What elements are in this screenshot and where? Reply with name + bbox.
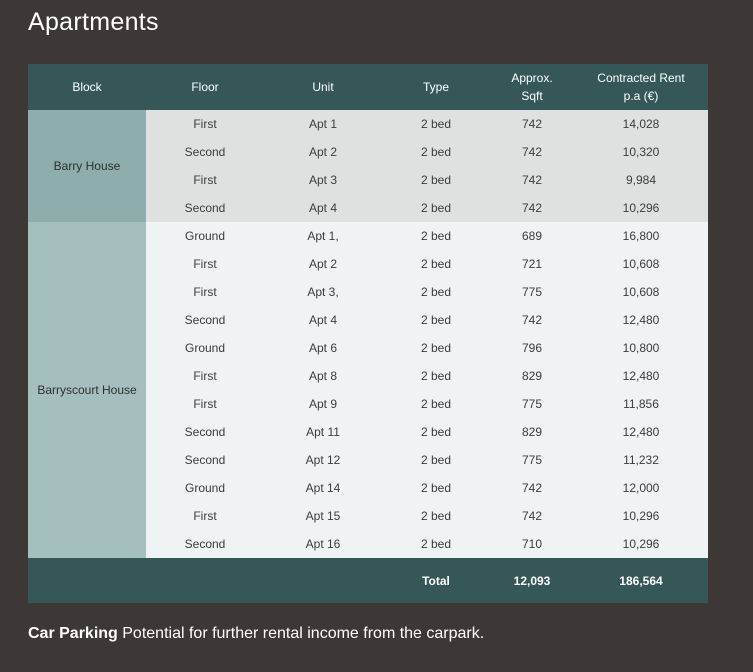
unit-cell: Apt 3 [264,166,382,194]
floor-cell: First [146,166,264,194]
type-cell: 2 bed [382,194,490,222]
rent-cell: 10,608 [574,278,708,306]
unit-cell: Apt 8 [264,362,382,390]
sqft-cell: 742 [490,110,574,138]
header-floor: Floor [191,80,219,94]
type-cell: 2 bed [382,390,490,418]
total-sqft: 12,093 [513,573,551,588]
car-parking-note [28,625,484,643]
apartments-table [28,64,708,603]
total-empty-cell [146,558,264,603]
floor-cell: First [146,362,264,390]
type-cell: 2 bed [382,334,490,362]
sqft-cell: 742 [490,474,574,502]
sqft-cell: 742 [490,306,574,334]
type-cell: 2 bed [382,278,490,306]
type-cell: 2 bed [382,362,490,390]
unit-cell: Apt 15 [264,502,382,530]
unit-cell: Apt 16 [264,530,382,558]
table-row [28,110,708,138]
header-sqft [490,64,574,110]
rent-cell: 11,856 [574,390,708,418]
header-rent-line1: Contracted Rent [597,71,685,85]
header-sqft-line2: Sqft [521,89,543,103]
unit-cell: Apt 12 [264,446,382,474]
floor-cell: Second [146,194,264,222]
rent-cell: 16,800 [574,222,708,250]
table-footer [28,558,708,603]
header-unit: Unit [312,80,334,94]
type-cell: 2 bed [382,110,490,138]
sqft-cell: 775 [490,278,574,306]
header-rent-line2: p.a (€) [623,89,659,103]
rent-cell: 12,480 [574,306,708,334]
rent-cell: 14,028 [574,110,708,138]
rent-cell: 10,320 [574,138,708,166]
car-parking-label: Car Parking [28,625,118,642]
table-body [28,110,708,558]
sqft-cell: 742 [490,502,574,530]
type-cell: 2 bed [382,446,490,474]
rent-cell: 12,000 [574,474,708,502]
rent-cell: 12,480 [574,362,708,390]
page-title: Apartments [28,8,159,36]
sqft-cell: 775 [490,446,574,474]
rent-cell: 10,608 [574,250,708,278]
sqft-cell: 742 [490,138,574,166]
sqft-cell: 721 [490,250,574,278]
total-label: Total [422,573,450,588]
rent-cell: 9,984 [574,166,708,194]
floor-cell: Second [146,446,264,474]
type-cell: 2 bed [382,530,490,558]
car-parking-text: Potential for further rental income from the carpark. [117,625,485,642]
total-empty-cell [28,558,146,603]
block-cell: Barryscourt House [28,222,146,558]
type-cell: 2 bed [382,306,490,334]
unit-cell: Apt 3, [264,278,382,306]
floor-cell: Ground [146,334,264,362]
header-type: Type [422,80,449,94]
header-row [28,64,708,110]
type-cell: 2 bed [382,502,490,530]
unit-cell: Apt 6 [264,334,382,362]
type-cell: 2 bed [382,474,490,502]
block-cell: Barry House [28,110,146,222]
floor-cell: Second [146,306,264,334]
unit-cell: Apt 9 [264,390,382,418]
floor-cell: First [146,390,264,418]
unit-cell: Apt 1, [264,222,382,250]
sqft-cell: 689 [490,222,574,250]
rent-cell: 11,232 [574,446,708,474]
rent-cell: 12,480 [574,418,708,446]
sqft-cell: 829 [490,362,574,390]
unit-cell: Apt 11 [264,418,382,446]
header-block: Block [72,80,102,94]
rent-cell: 10,296 [574,502,708,530]
unit-cell: Apt 4 [264,306,382,334]
sqft-cell: 742 [490,194,574,222]
floor-cell: First [146,502,264,530]
rent-cell: 10,296 [574,194,708,222]
unit-cell: Apt 4 [264,194,382,222]
type-cell: 2 bed [382,418,490,446]
floor-cell: Ground [146,474,264,502]
type-cell: 2 bed [382,166,490,194]
table-header [28,64,708,110]
table-row [28,222,708,250]
floor-cell: First [146,278,264,306]
header-sqft-line1: Approx. [511,71,553,85]
sqft-cell: 775 [490,390,574,418]
sqft-cell: 710 [490,530,574,558]
sqft-cell: 829 [490,418,574,446]
total-empty-cell [264,558,382,603]
unit-cell: Apt 1 [264,110,382,138]
sqft-cell: 742 [490,166,574,194]
total-rent: 186,564 [619,573,663,588]
type-cell: 2 bed [382,222,490,250]
floor-cell: Second [146,138,264,166]
rent-cell: 10,800 [574,334,708,362]
header-rent [574,64,708,110]
type-cell: 2 bed [382,250,490,278]
sqft-cell: 796 [490,334,574,362]
total-row [28,558,708,603]
floor-cell: Second [146,418,264,446]
unit-cell: Apt 2 [264,250,382,278]
floor-cell: First [146,250,264,278]
floor-cell: Ground [146,222,264,250]
unit-cell: Apt 14 [264,474,382,502]
floor-cell: First [146,110,264,138]
floor-cell: Second [146,530,264,558]
rent-cell: 10,296 [574,530,708,558]
type-cell: 2 bed [382,138,490,166]
unit-cell: Apt 2 [264,138,382,166]
